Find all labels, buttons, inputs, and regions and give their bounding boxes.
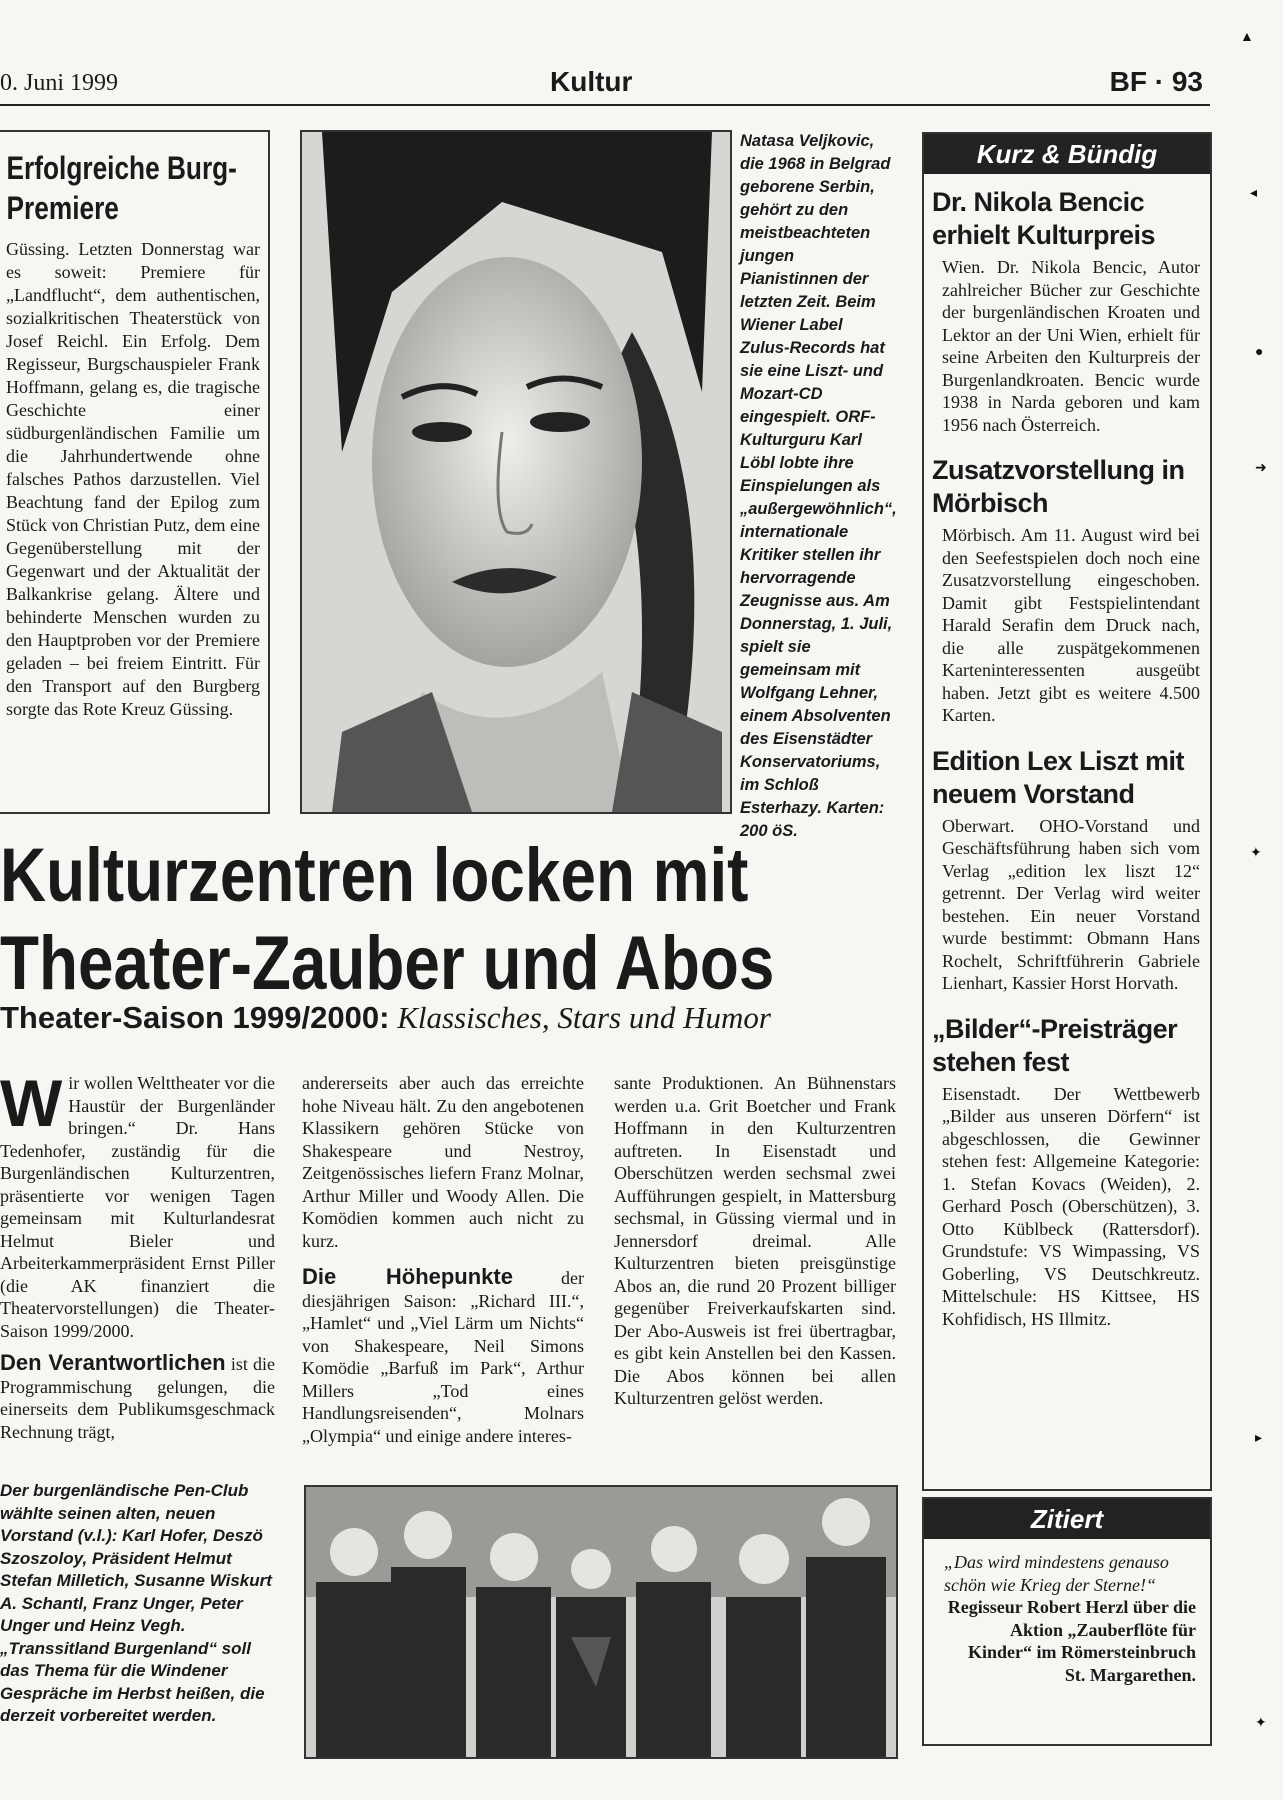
main-column-3 <box>614 1072 896 1410</box>
brief-body: Eisenstadt. Der Wettbewerb „Bilder aus unseren Dörfern“ ist abgeschlossen, die Gewinner stehen fest: Allgemeine Kategorie: 1. Stefan Kovacs (Weiden), 2. Gerhard Posch (Oberschützen), 3. Otto Küblbeck (Rattersdorf). Grundstufe: VS Wimpassing, VS Goberling, VS Deutschkreutz. Mittelschule: HS Kittsee, HS Kohfidisch, HS Illmitz. <box>942 1083 1200 1329</box>
quote-text: „Das wird mindestens genauso schön wie Krieg der Sterne!“ <box>944 1552 1169 1595</box>
column-text: ist die Programmischung gelungen, die einerseits dem Publikumsgeschmack Rechnung trägt, <box>0 1354 275 1442</box>
kurz-buendig-band: Kurz & Bündig <box>924 134 1210 174</box>
group-photo-caption: Der burgenländische Pen-Club wählte seinen alten, neuen Vorstand (v.l.): Karl Hofer, Deszö Szoszoloy, Präsident Helmut Stefan Milletich, Susanne Wiskurt A. Schantl, Franz Unger, Peter Unger und Heinz Vegh. „Transsitland Burgenland“ soll das Thema für die Windener Gespräche im Herbst heißen, die derzeit vorbereitet werden. <box>0 1481 272 1725</box>
margin-mark: ◂ <box>1250 186 1258 201</box>
section-title: Kultur <box>550 66 633 97</box>
brief-body: Mörbisch. Am 11. August wird bei den Seefestspielen doch noch eine Zusatzvorstellung eingeschoben. Damit gibt Festspielintendant Harald Serafin dem Druck nach, die alle zuspätgekommenen Karteninteressenten ausgeübt haben. Jetzt gibt es weitere 4.500 Karten. <box>942 525 1200 725</box>
brief-body: Wien. Dr. Nikola Bencic, Autor zahlreicher Bücher zur Geschichte der burgenländischen Kroaten und Lektor an der Uni Wien, erhielt für seine Arbeiten den Kulturpreis der Burgenlandkroaten. Bencic wurde 1938 in Narda geboren und kam 1956 nach Österreich. <box>942 257 1200 435</box>
left-article-box <box>0 130 270 814</box>
headline-line-1: Kulturzentren locken mit <box>0 833 749 918</box>
issue-date: 0. Juni 1999 <box>0 70 119 96</box>
margin-mark: ✦ <box>1255 1716 1267 1731</box>
margin-mark: ▲ <box>1240 30 1254 45</box>
inline-heading: Die Höhepunkte <box>302 1264 513 1289</box>
main-column-1 <box>0 1066 275 1443</box>
margin-mark: ● <box>1255 345 1264 360</box>
brief-title: Dr. Nikola Bencic erhielt Kulturpreis <box>932 187 1156 250</box>
brief-title: „Bilder“-Preisträger stehen fest <box>932 1013 1178 1077</box>
main-headline <box>0 832 899 1008</box>
inline-heading: Den Verantwortlichen <box>0 1350 226 1375</box>
header-rule <box>0 104 1210 106</box>
column-text: der diesjährigen Saison: „Richard III.“, „Hamlet“ und „Viel Lärm um Nichts“ von Shakespeare, Neil Simons Komödie „Barfuß im Park“, Arthur Millers „Tod eines Handlungsreisenden“, Molnars „Olympia“ und einige andere interes- <box>302 1268 584 1446</box>
headline-line-2: Theater-Zauber und Abos <box>0 921 775 1006</box>
group-illustration <box>306 1487 896 1757</box>
drop-cap: W <box>0 1066 63 1140</box>
column-text: sante Produktionen. An Bühnenstars werden u.a. Grit Boetcher und Frank Hoffmann in den Kulturzentren auftreten. In Eisenstadt und Oberschützen werden sechsmal zwei Aufführungen gespielt, in Mattersburg sechsmal, in Güssing viermal und in Jennersdorf dreimal. Alle Kulturzentren bieten preisgünstige Abos an, die rund 20 Prozent billiger gegenüber Freiverkaufskarten sind. Der Abo-Ausweis ist frei übertragbar, es gibt kein Anstellen bei den Kassen. Die Abos können bei allen Kulturzentren gelöst werden. <box>614 1073 896 1408</box>
page-number: BF · 93 <box>1109 66 1203 97</box>
zitiert-band: Zitiert <box>924 1499 1210 1539</box>
left-article-title: Erfolgreiche Burg-Premiere <box>6 150 237 226</box>
quote-attribution: Regisseur Robert Herzl über die Aktion „Zauberflöte für Kinder“ im Römersteinbruch St. Margarethen. <box>947 1597 1196 1685</box>
column-text: ir wollen Welttheater vor die Haustür der Burgenländer bringen.“ Dr. Hans Tedenhofer, zuständig für die Burgenländischen Kulturzentren, präsentierte vor wenigen Tagen gemeinsam mit Kulturlandesrat Helmut Bieler und Arbeiterkammerpräsident Ernst Piller (die AK finanziert die Theatervorstellungen) die Theater-Saison 1999/2000. <box>0 1073 275 1341</box>
kurz-buendig-box <box>922 132 1212 1491</box>
brief-title: Edition Lex Liszt mit neuem Vorstand <box>932 745 1185 809</box>
subhead-bold: Theater-Saison 1999/2000: <box>0 1000 390 1035</box>
portrait-illustration <box>302 132 730 812</box>
subhead-italic: Klassisches, Stars und Humor <box>397 1000 771 1035</box>
margin-mark: ✦ <box>1250 846 1262 861</box>
portrait-caption: Natasa Veljkovic, die 1968 in Belgrad geborene Serbin, gehört zu den meistbeachteten jungen Pianistinnen der letzten Zeit. Beim Wiener Label Zulus-Records hat sie eine Liszt- und Mozart-CD eingespielt. ORF-Kulturguru Karl Löbl lobte ihre Einspielungen als „außergewöhnlich“, internationale Kritiker stellen ihr hervorragende Zeugnisse aus. Am Donnerstag, 1. Juli, spielt sie gemeinsam mit Wolfgang Lehner, einem Absolventen des Eisenstädter Konservatoriums, im Schloß Esterhazy. Karten: 200 öS. <box>740 132 897 840</box>
left-article-body: Güssing. Letzten Donnerstag war es soweit: Premiere für „Landflucht“, dem authentischen, sozialkritischen Theaterstück von Josef Reichl. Ein Erfolg. Dem Regisseur, Burgschauspieler Frank Hoffmann, gelang es, die tragische Geschichte einer südburgenländischen Familie um die Jahrhundertwende ohne falsches Pathos darzustellen. Viel Beachtung fand der Epilog zum Stück von Christian Putz, dem eine Gegenüberstellung mit der Gegenwart und der Aktualität der Balkankrise gelang. Ältere und behinderte Menschen wurden zu den Hauptproben vor der Premiere geladen – bei freiem Eintritt. Für den Transport auf den Burgberg sorgte das Rote Kreuz Güssing. <box>6 239 260 719</box>
group-photo <box>304 1485 898 1759</box>
column-text: andererseits aber auch das erreichte hohe Niveau hält. Zu den angebotenen Klassikern gehören Stücke von Shakespeare und Nestroy, Zeitgenössisches liefern Franz Molnar, Arthur Miller und Woody Allen. Die Komödien kommen auch nicht zu kurz. <box>302 1073 584 1251</box>
margin-mark: ➜ <box>1255 461 1267 476</box>
margin-mark: ▸ <box>1255 1431 1263 1446</box>
portrait-photo <box>300 130 732 814</box>
brief-title: Zusatzvorstellung in Mörbisch <box>932 455 1185 518</box>
main-column-2 <box>302 1072 584 1447</box>
brief-body: Oberwart. OHO-Vorstand und Geschäftsführung haben sich vom Verlag „edition lex liszt 12“ getrennt. Der Verlag wird weiter bestehen. Ein neuer Vorstand wurde bestimmt: Obmann Hans Rochelt, Schriftführerin Gabriele Lienhart, Kassier Horst Horvath. <box>942 815 1200 993</box>
zitiert-box <box>922 1497 1212 1746</box>
main-subhead <box>0 1000 771 1036</box>
